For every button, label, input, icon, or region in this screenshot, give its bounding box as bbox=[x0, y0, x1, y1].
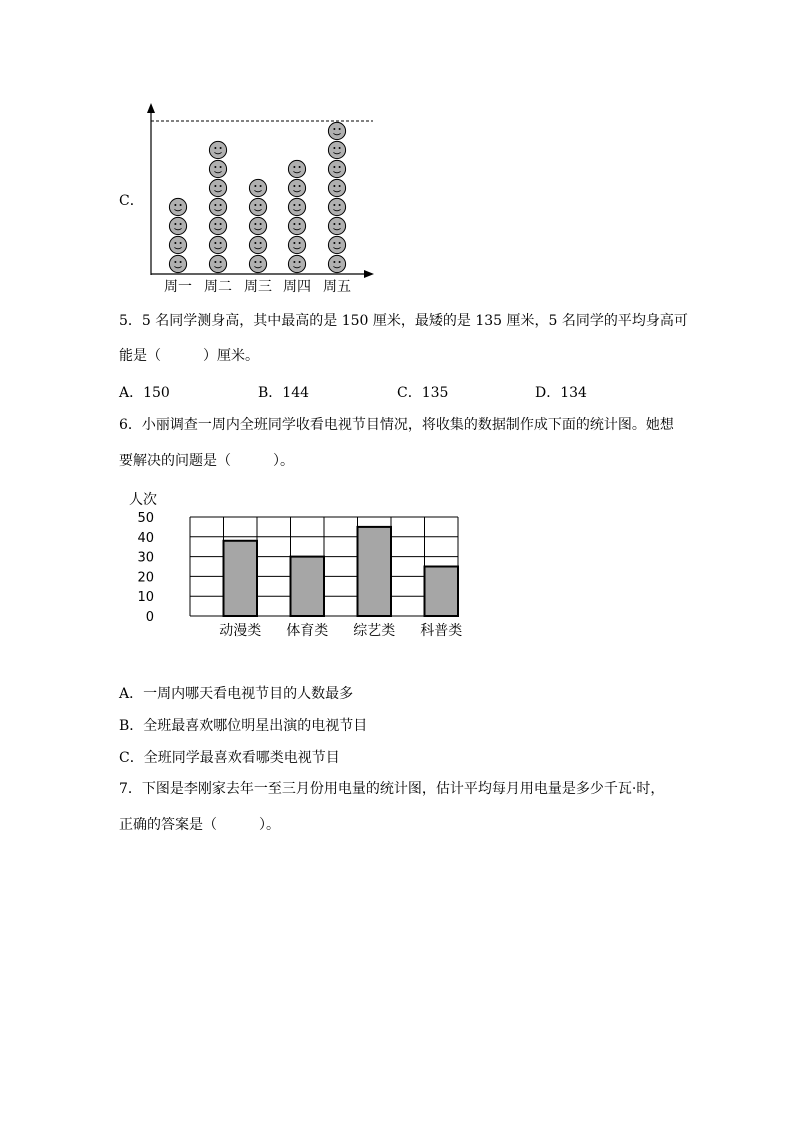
x-tick-label: 动漫类 bbox=[219, 623, 262, 639]
q5-option-b[interactable]: B．144 bbox=[258, 385, 310, 401]
q6-line1: 6．小丽调查一周内全班同学收看电视节目情况，将收集的数据制作成下面的统计图。她想 bbox=[119, 417, 674, 433]
q7-line1: 7．下图是李刚家去年一至三月份用电量的统计图，估计平均每月用电量是多少千瓦·时， bbox=[119, 781, 665, 797]
q7-line2: 正确的答案是（ ）。 bbox=[119, 817, 280, 833]
x-tick-label: 综艺类 bbox=[353, 623, 396, 639]
pictogram-x-label: 周二 bbox=[204, 279, 232, 295]
smiley-face-icon bbox=[209, 255, 226, 272]
smiley-face-icon bbox=[328, 141, 345, 158]
y-tick-label: 10 bbox=[137, 590, 154, 606]
pictogram-x-label: 周四 bbox=[283, 279, 311, 295]
smiley-face-icon bbox=[169, 255, 186, 272]
bar bbox=[425, 567, 459, 617]
option-c-label: C． bbox=[119, 193, 144, 209]
smiley-face-icon bbox=[288, 255, 305, 272]
bar-chart bbox=[120, 485, 480, 645]
q5-option-a[interactable]: A．150 bbox=[119, 385, 170, 401]
smiley-face-icon bbox=[249, 179, 266, 196]
smiley-face-icon bbox=[328, 236, 345, 253]
pictogram-x-arrow bbox=[364, 270, 374, 278]
bar bbox=[358, 527, 392, 616]
pictogram-x-label: 周三 bbox=[244, 279, 272, 295]
q6-option-b[interactable]: B．全班最喜欢哪位明星出演的电视节目 bbox=[119, 718, 368, 734]
smiley-face-icon bbox=[288, 198, 305, 215]
y-tick-label: 0 bbox=[145, 610, 154, 625]
y-tick-label: 30 bbox=[137, 550, 154, 566]
smiley-face-icon bbox=[328, 255, 345, 272]
smiley-face-icon bbox=[249, 255, 266, 272]
smiley-face-icon bbox=[249, 236, 266, 253]
smiley-face-icon bbox=[249, 198, 266, 215]
smiley-face-icon bbox=[169, 198, 186, 215]
chart-y-label: 人次 bbox=[129, 492, 157, 508]
y-tick-label: 40 bbox=[137, 530, 154, 546]
bar bbox=[291, 557, 325, 616]
q5-line1: 5．5 名同学测身高，其中最高的是 150 厘米，最矮的是 135 厘米，5 名同学的平均身高可 bbox=[119, 313, 688, 329]
q5-option-d[interactable]: D．134 bbox=[535, 385, 587, 401]
q5-line2: 能是（ ）厘米。 bbox=[119, 348, 259, 364]
pictogram-y-arrow bbox=[147, 103, 155, 113]
pictogram-x-label: 周一 bbox=[164, 279, 192, 295]
y-tick-label: 20 bbox=[137, 570, 154, 586]
smiley-face-icon bbox=[288, 179, 305, 196]
smiley-face-icon bbox=[288, 160, 305, 177]
smiley-face-icon bbox=[209, 141, 226, 158]
smiley-face-icon bbox=[328, 160, 345, 177]
q6-option-c[interactable]: C．全班同学最喜欢看哪类电视节目 bbox=[119, 750, 340, 766]
smiley-face-icon bbox=[169, 236, 186, 253]
smiley-face-icon bbox=[209, 236, 226, 253]
smiley-face-icon bbox=[328, 122, 345, 139]
pictogram-x-label: 周五 bbox=[323, 279, 351, 295]
x-tick-label: 体育类 bbox=[286, 623, 329, 639]
q5-option-c[interactable]: C．135 bbox=[397, 385, 449, 401]
bar bbox=[224, 541, 258, 616]
smiley-face-icon bbox=[209, 217, 226, 234]
pictogram-chart bbox=[140, 100, 390, 300]
smiley-face-icon bbox=[328, 198, 345, 215]
smiley-face-icon bbox=[209, 160, 226, 177]
q6-option-a[interactable]: A．一周内哪天看电视节目的人数最多 bbox=[119, 686, 354, 702]
y-tick-label: 50 bbox=[137, 511, 154, 526]
smiley-face-icon bbox=[209, 198, 226, 215]
smiley-face-icon bbox=[288, 236, 305, 253]
x-tick-label: 科普类 bbox=[420, 623, 463, 639]
smiley-face-icon bbox=[249, 217, 266, 234]
smiley-face-icon bbox=[328, 179, 345, 196]
smiley-face-icon bbox=[288, 217, 305, 234]
q6-line2: 要解决的问题是（ ）。 bbox=[119, 453, 294, 469]
smiley-face-icon bbox=[328, 217, 345, 234]
smiley-face-icon bbox=[209, 179, 226, 196]
smiley-face-icon bbox=[169, 217, 186, 234]
